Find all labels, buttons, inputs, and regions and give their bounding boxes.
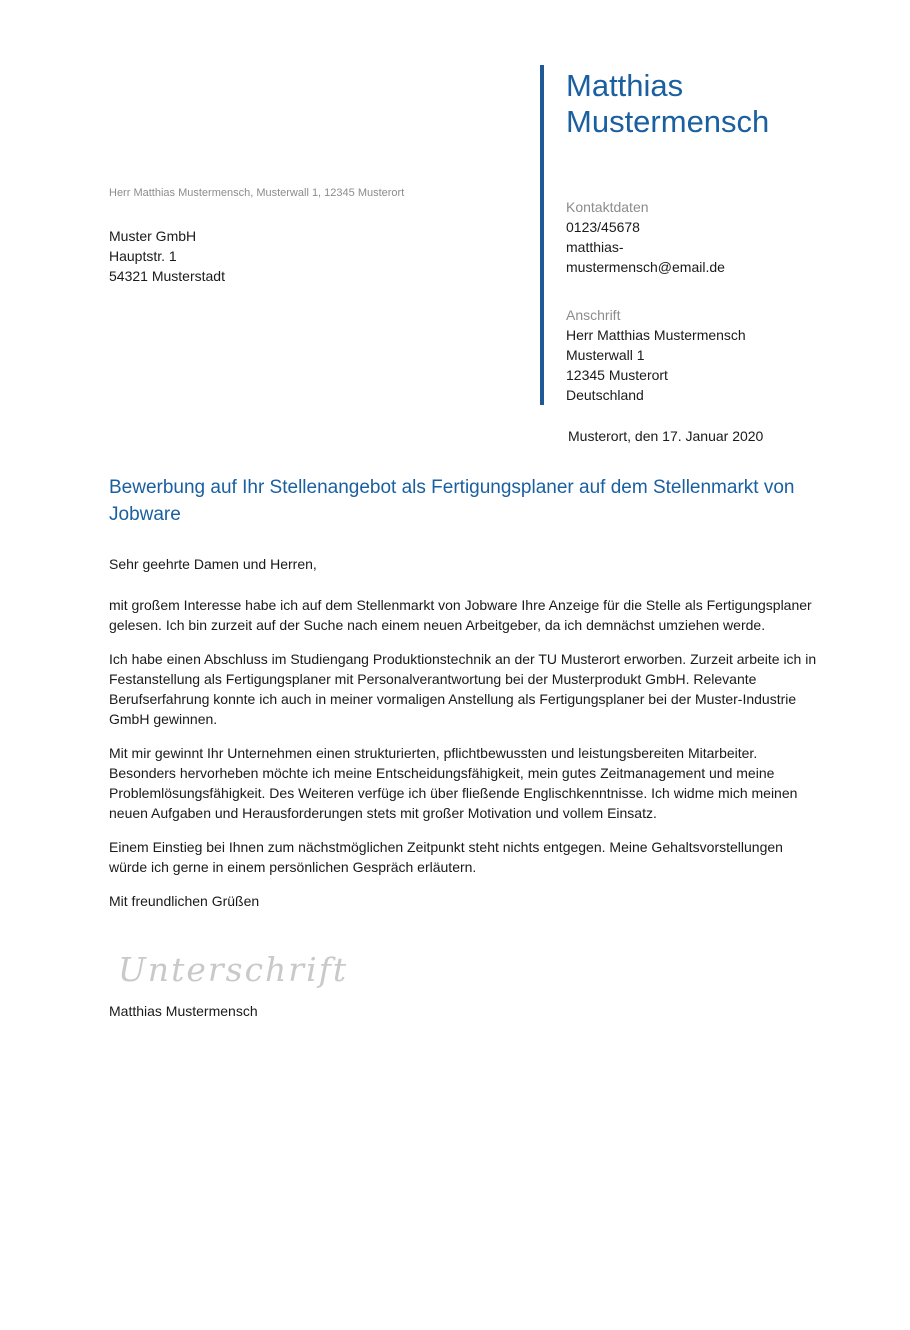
- applicant-last-name: Mustermensch: [566, 104, 770, 139]
- address-section: [566, 305, 886, 405]
- sender-return-address: Herr Matthias Mustermensch, Musterwall 1, 12345 Musterort: [109, 187, 405, 199]
- address-label: Anschrift: [566, 307, 621, 323]
- contact-email-line1: matthias-: [566, 239, 624, 255]
- address-line-street: Musterwall 1: [566, 347, 645, 363]
- contact-section: [566, 197, 886, 277]
- salutation: Sehr geehrte Damen und Herren,: [109, 556, 317, 572]
- body-paragraph-1: mit großem Interesse habe ich auf dem Stellenmarkt von Jobware Ihre Anzeige für die Stelle als Fertigungsplaner gelesen. Ich bin zurzeit auf der Suche nach einem neuen Arbeitgeber, da ich demnächst umziehen werde.: [109, 597, 812, 633]
- header-accent-bar: [540, 65, 544, 405]
- applicant-first-name: Matthias: [566, 68, 684, 103]
- recipient-city: 54321 Musterstadt: [109, 268, 225, 284]
- letter-subject: Bewerbung auf Ihr Stellenangebot als Fertigungsplaner auf dem Stellenmarkt von Jobware: [109, 477, 795, 525]
- recipient-street: Hauptstr. 1: [109, 248, 177, 264]
- address-line-country: Deutschland: [566, 387, 644, 403]
- body-paragraph-2: Ich habe einen Abschluss im Studiengang Produktionstechnik an der TU Musterort erworben. Zurzeit arbeite ich in Festanstellung als Fertigungsplaner mit Personalverantwortung bei der Musterprodukt GmbH. Relevante Berufserfahrung konnte ich auch in meiner vormaligen Anstellung als Fertigungsplaner bei der Muster-Industrie GmbH gewinnen.: [109, 651, 817, 727]
- recipient-address: [109, 226, 225, 286]
- signer-name: Matthias Mustermensch: [109, 1003, 258, 1019]
- applicant-name: [566, 68, 886, 140]
- body-paragraph-4: Einem Einstieg bei Ihnen zum nächstmöglichen Zeitpunkt steht nichts entgegen. Meine Gehaltsvorstellungen würde ich gerne in einem persönlichen Gespräch erläutern.: [109, 839, 783, 875]
- letter-body: [109, 595, 821, 925]
- closing-phrase: Mit freundlichen Grüßen: [109, 893, 260, 909]
- contact-label: Kontaktdaten: [566, 199, 649, 215]
- contact-phone: 0123/45678: [566, 219, 640, 235]
- signature-placeholder: Unterschrift: [118, 950, 349, 989]
- contact-email-line2: mustermensch@email.de: [566, 259, 725, 275]
- recipient-company: Muster GmbH: [109, 228, 197, 244]
- letter-date: Musterort, den 17. Januar 2020: [568, 428, 764, 444]
- body-paragraph-3: Mit mir gewinnt Ihr Unternehmen einen strukturierten, pflichtbewussten und leistungsbereiten Mitarbeiter. Besonders hervorheben möchte ich meine Entscheidungsfähigkeit, mein gutes Zeitmanagement und meine Problemlösungsfähigkeit. Des Weiteren verfüge ich über fließende Englischkenntnisse. Ich widme mich meinen neuen Aufgaben und Herausforderungen stets mit großer Motivation und vollem Einsatz.: [109, 745, 798, 821]
- address-line-city: 12345 Musterort: [566, 367, 668, 383]
- address-line-name: Herr Matthias Mustermensch: [566, 327, 746, 343]
